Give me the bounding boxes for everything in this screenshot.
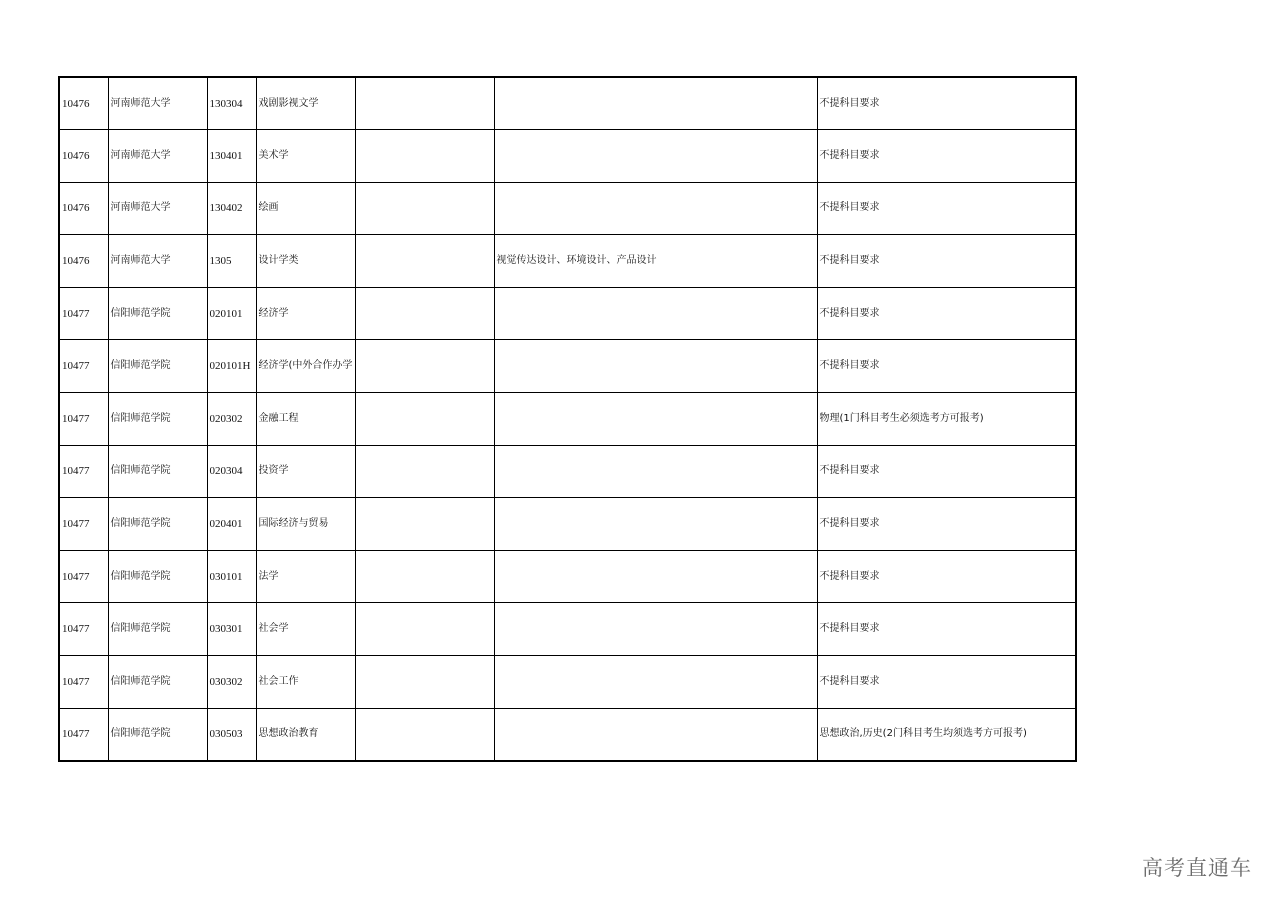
note-cell [355, 656, 494, 709]
major-code-cell: 130402 [207, 182, 256, 235]
school-name-cell: 信阳师范学院 [108, 393, 207, 446]
subject-requirement-cell: 物理(1门科目考生必须选考方可报考) [817, 393, 1076, 446]
included-majors-cell [494, 130, 817, 183]
table-row [59, 445, 1076, 498]
table-row [59, 235, 1076, 288]
subject-requirement-cell: 不提科目要求 [817, 656, 1076, 709]
note-cell [355, 340, 494, 393]
school-code-cell: 10476 [59, 182, 108, 235]
included-majors-cell: 视觉传达设计、环境设计、产品设计 [494, 235, 817, 288]
school-name-cell: 信阳师范学院 [108, 445, 207, 498]
included-majors-cell [494, 393, 817, 446]
school-name-cell: 信阳师范学院 [108, 340, 207, 393]
major-name-cell: 金融工程 [256, 393, 355, 446]
major-name-cell: 经济学(中外合作办学 [256, 340, 355, 393]
school-code-cell: 10477 [59, 287, 108, 340]
school-name-cell: 河南师范大学 [108, 182, 207, 235]
table-row [59, 393, 1076, 446]
note-cell [355, 235, 494, 288]
school-name-cell: 信阳师范学院 [108, 287, 207, 340]
subject-requirement-cell: 不提科目要求 [817, 340, 1076, 393]
table-row [59, 340, 1076, 393]
school-name-cell: 河南师范大学 [108, 235, 207, 288]
school-code-cell: 10476 [59, 130, 108, 183]
table-row [59, 77, 1076, 130]
school-name-cell: 河南师范大学 [108, 77, 207, 130]
table-row [59, 708, 1076, 761]
subject-requirement-cell: 不提科目要求 [817, 603, 1076, 656]
subject-requirement-cell: 不提科目要求 [817, 498, 1076, 551]
school-code-cell: 10477 [59, 498, 108, 551]
note-cell [355, 708, 494, 761]
table-row [59, 498, 1076, 551]
subject-requirement-cell: 不提科目要求 [817, 130, 1076, 183]
major-code-cell: 130401 [207, 130, 256, 183]
table-row [59, 130, 1076, 183]
major-name-cell: 法学 [256, 550, 355, 603]
included-majors-cell [494, 287, 817, 340]
note-cell [355, 603, 494, 656]
note-cell [355, 445, 494, 498]
subject-requirement-cell: 不提科目要求 [817, 235, 1076, 288]
school-code-cell: 10477 [59, 393, 108, 446]
note-cell [355, 393, 494, 446]
major-code-cell: 020401 [207, 498, 256, 551]
included-majors-cell [494, 550, 817, 603]
major-code-cell: 030101 [207, 550, 256, 603]
subject-requirement-cell: 不提科目要求 [817, 287, 1076, 340]
note-cell [355, 77, 494, 130]
major-name-cell: 社会工作 [256, 656, 355, 709]
major-code-cell: 1305 [207, 235, 256, 288]
major-code-cell: 020302 [207, 393, 256, 446]
table-row [59, 550, 1076, 603]
major-code-cell: 130304 [207, 77, 256, 130]
note-cell [355, 550, 494, 603]
table-row [59, 182, 1076, 235]
watermark-text: 高考直通车 [1142, 856, 1252, 880]
major-name-cell: 绘画 [256, 182, 355, 235]
school-code-cell: 10477 [59, 656, 108, 709]
included-majors-cell [494, 603, 817, 656]
subject-requirements-table [58, 76, 1077, 762]
school-code-cell: 10477 [59, 445, 108, 498]
school-code-cell: 10477 [59, 603, 108, 656]
major-code-cell: 030302 [207, 656, 256, 709]
subject-requirement-cell: 思想政治,历史(2门科目考生均须选考方可报考) [817, 708, 1076, 761]
major-name-cell: 思想政治教育 [256, 708, 355, 761]
school-name-cell: 信阳师范学院 [108, 656, 207, 709]
major-code-cell: 030301 [207, 603, 256, 656]
note-cell [355, 182, 494, 235]
major-name-cell: 美术学 [256, 130, 355, 183]
table-row [59, 287, 1076, 340]
included-majors-cell [494, 708, 817, 761]
included-majors-cell [494, 340, 817, 393]
major-name-cell: 戏剧影视文学 [256, 77, 355, 130]
note-cell [355, 287, 494, 340]
table-row [59, 656, 1076, 709]
school-name-cell: 信阳师范学院 [108, 708, 207, 761]
table-body [59, 77, 1076, 761]
school-name-cell: 河南师范大学 [108, 130, 207, 183]
major-name-cell: 设计学类 [256, 235, 355, 288]
major-name-cell: 投资学 [256, 445, 355, 498]
note-cell [355, 498, 494, 551]
school-name-cell: 信阳师范学院 [108, 603, 207, 656]
school-code-cell: 10477 [59, 340, 108, 393]
school-code-cell: 10477 [59, 550, 108, 603]
major-name-cell: 经济学 [256, 287, 355, 340]
subject-requirement-cell: 不提科目要求 [817, 445, 1076, 498]
school-code-cell: 10477 [59, 708, 108, 761]
major-code-cell: 020304 [207, 445, 256, 498]
school-name-cell: 信阳师范学院 [108, 550, 207, 603]
subject-requirement-cell: 不提科目要求 [817, 182, 1076, 235]
subject-requirement-cell: 不提科目要求 [817, 550, 1076, 603]
table-row [59, 603, 1076, 656]
major-code-cell: 020101H [207, 340, 256, 393]
school-name-cell: 信阳师范学院 [108, 498, 207, 551]
included-majors-cell [494, 182, 817, 235]
major-code-cell: 030503 [207, 708, 256, 761]
subject-requirement-cell: 不提科目要求 [817, 77, 1076, 130]
major-code-cell: 020101 [207, 287, 256, 340]
included-majors-cell [494, 77, 817, 130]
school-code-cell: 10476 [59, 77, 108, 130]
major-name-cell: 社会学 [256, 603, 355, 656]
included-majors-cell [494, 445, 817, 498]
note-cell [355, 130, 494, 183]
included-majors-cell [494, 656, 817, 709]
major-name-cell: 国际经济与贸易 [256, 498, 355, 551]
school-code-cell: 10476 [59, 235, 108, 288]
included-majors-cell [494, 498, 817, 551]
